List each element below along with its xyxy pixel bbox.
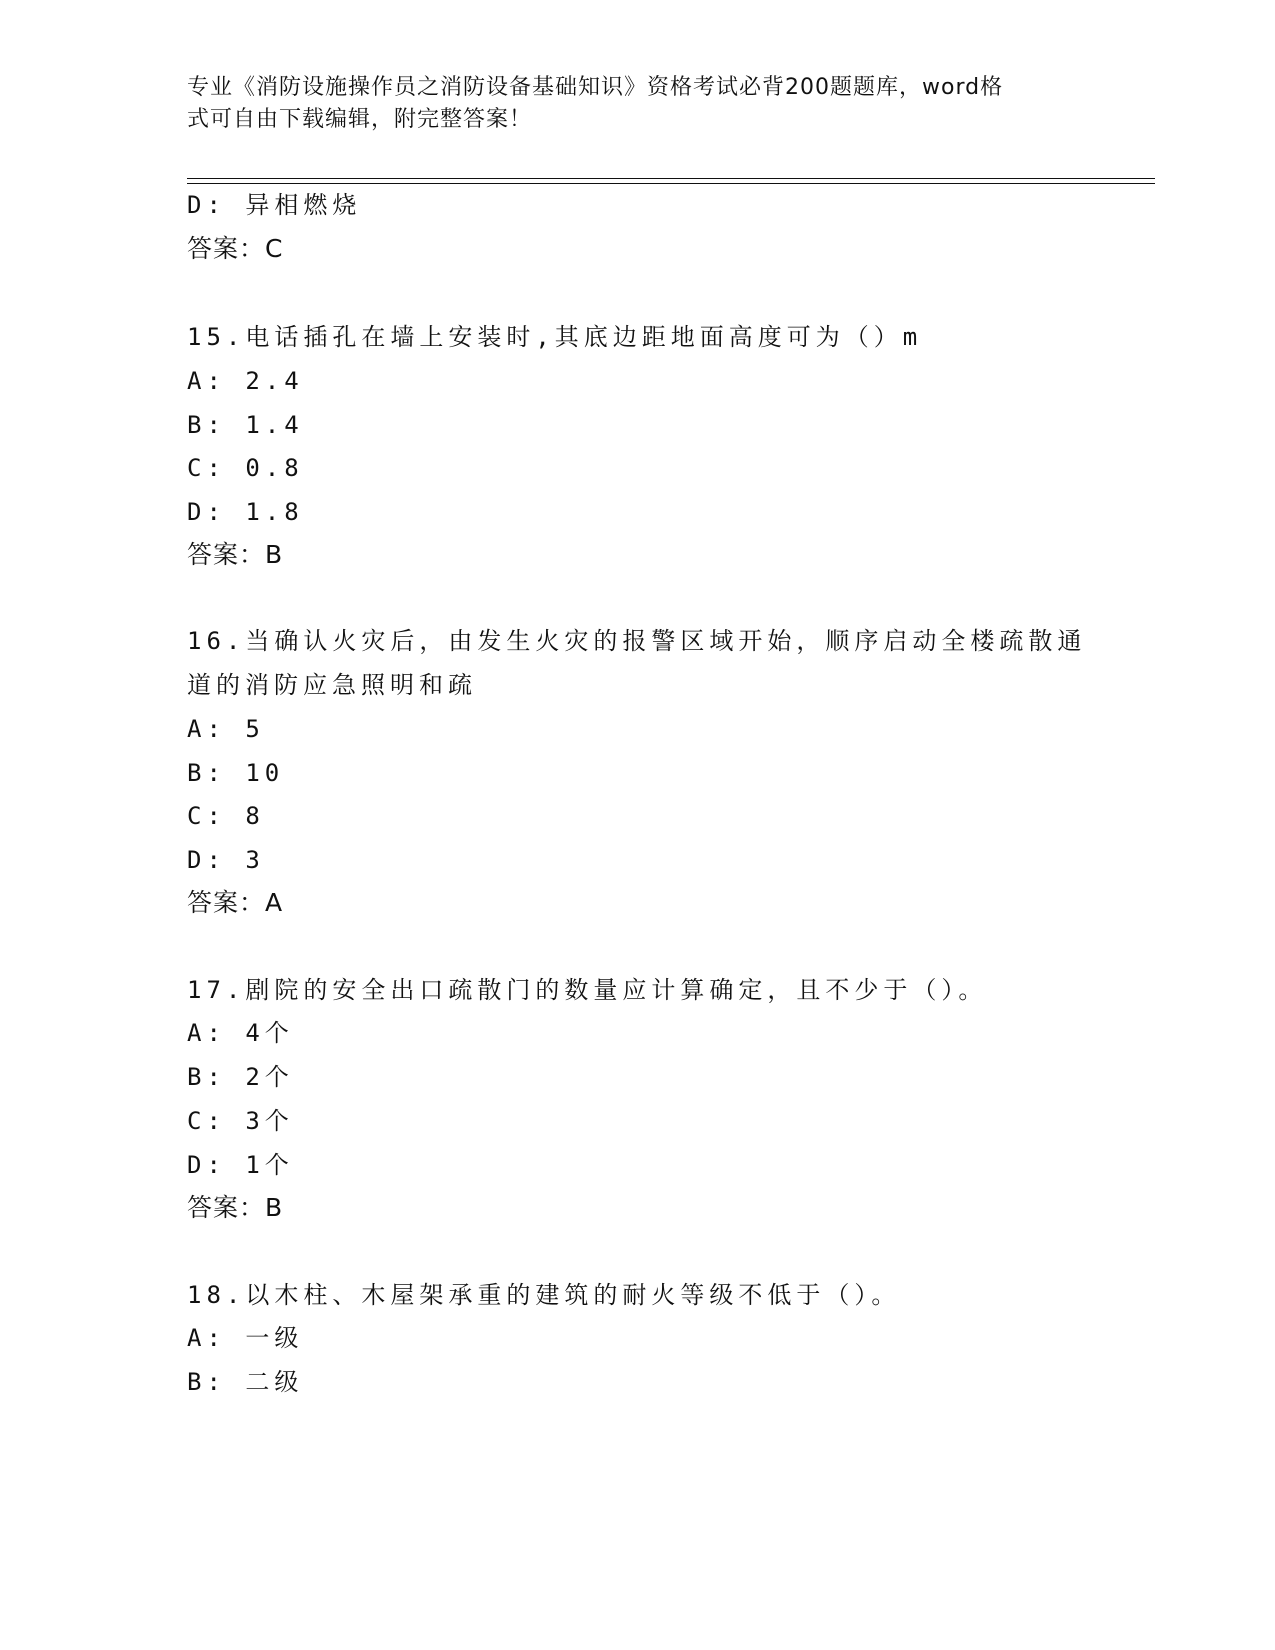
- q16-option-b: B: 10: [187, 759, 285, 787]
- q16-answer: 答案：A: [187, 888, 284, 917]
- q15-option-c: C: 0.8: [187, 454, 304, 482]
- q15-option-b: B: 1.4: [187, 411, 304, 439]
- q17-option-b: B: 2个: [187, 1063, 294, 1091]
- q14-option-d: D: 异相燃烧: [187, 191, 362, 219]
- q17-option-c: C: 3个: [187, 1107, 294, 1135]
- q15-question: 15.电话插孔在墙上安装时,其底边距地面高度可为（）m: [187, 323, 923, 351]
- q14-answer: 答案：C: [187, 234, 284, 263]
- q16-option-d: D: 3: [187, 846, 265, 874]
- q16-question-line-2: 道的消防应急照明和疏: [187, 671, 477, 699]
- header-title-line-1: 专业《消防设施操作员之消防设备基础知识》资格考试必背200题题库，word格: [187, 75, 1004, 100]
- q16-question-line-1: 16.当确认火灾后，由发生火灾的报警区域开始，顺序启动全楼疏散通: [187, 627, 1087, 655]
- q17-answer: 答案：B: [187, 1193, 284, 1222]
- q17-option-d: D: 1个: [187, 1151, 294, 1179]
- header-divider-bottom: [187, 183, 1155, 184]
- q15-option-d: D: 1.8: [187, 498, 304, 526]
- q16-option-c: C: 8: [187, 802, 265, 830]
- header-title-line-2: 式可自由下载编辑，附完整答案！: [187, 107, 533, 132]
- q15-option-a: A: 2.4: [187, 367, 304, 395]
- header-divider-top: [187, 178, 1155, 179]
- q17-question: 17.剧院的安全出口疏散门的数量应计算确定，且不少于（）。: [187, 976, 988, 1004]
- document-header: [187, 72, 1067, 136]
- q16-option-a: A: 5: [187, 715, 265, 743]
- q18-option-a: A: 一级: [187, 1324, 304, 1352]
- q18-question: 18.以木柱、木屋架承重的建筑的耐火等级不低于（）。: [187, 1281, 901, 1309]
- q15-answer: 答案：B: [187, 540, 284, 569]
- q18-option-b: B: 二级: [187, 1368, 304, 1396]
- q17-option-a: A: 4个: [187, 1019, 294, 1047]
